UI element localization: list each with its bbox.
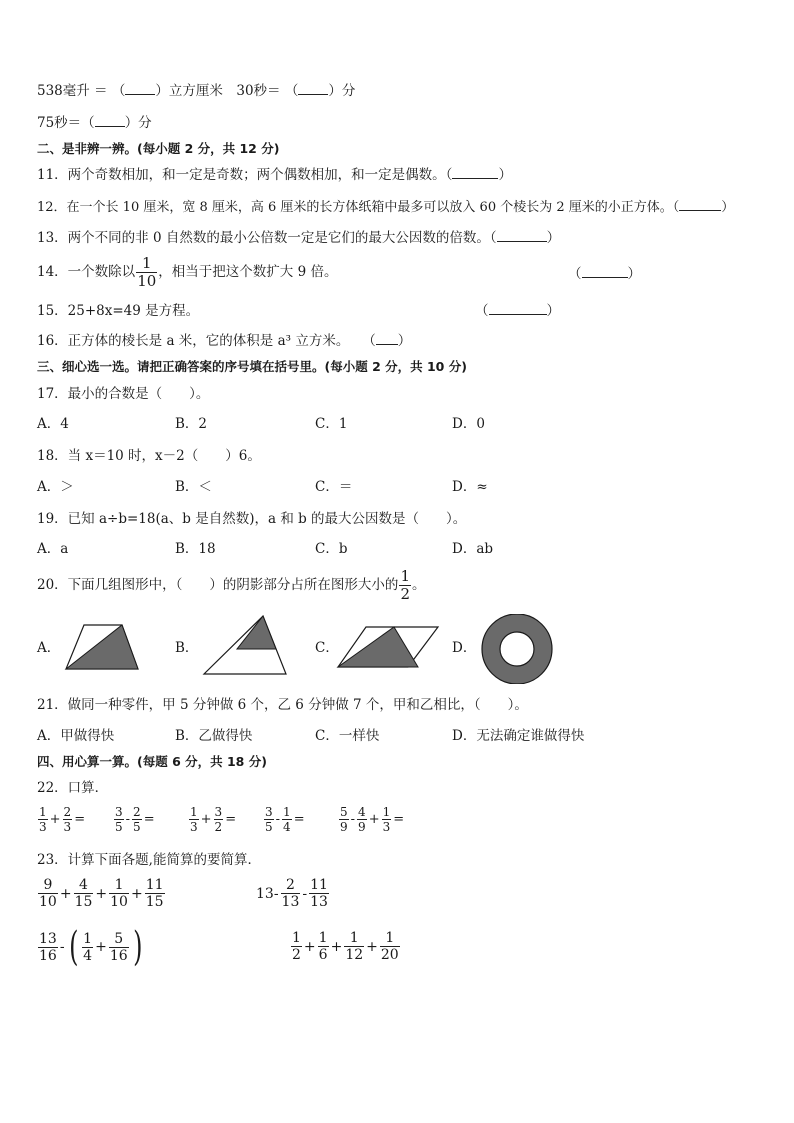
numerator: 4 xyxy=(79,877,88,893)
text: （ xyxy=(362,333,376,349)
numerator: 1 xyxy=(39,805,47,819)
answer-blank[interactable] xyxy=(376,332,398,345)
answer-blank[interactable] xyxy=(125,82,155,95)
figure-triangle-shaded xyxy=(202,614,288,676)
text: 12．在一个长 10 厘米，宽 8 厘米，高 6 厘米的长方体纸箱中最多可以放入 60 个棱长为 2 厘米的小正方体。（ xyxy=(37,200,680,215)
denominator: 10 xyxy=(137,271,157,290)
numerator: 1 xyxy=(385,930,395,946)
q18-option-d[interactable]: D．≈ xyxy=(452,479,488,495)
operator: + xyxy=(130,885,143,902)
equals-sign: = xyxy=(225,812,237,827)
denominator: 9 xyxy=(358,820,366,834)
q21-option-b[interactable]: B．乙做得快 xyxy=(175,728,253,744)
numerator: 11 xyxy=(145,877,164,893)
question-12 xyxy=(37,198,734,217)
denominator: 5 xyxy=(133,820,141,834)
fraction xyxy=(281,878,301,909)
q20-option-d[interactable]: D． xyxy=(452,640,477,656)
q19-option-a[interactable]: A．a xyxy=(37,541,69,557)
q19-option-d[interactable]: D．ab xyxy=(452,541,494,557)
fraction xyxy=(264,806,274,833)
denominator: 3 xyxy=(382,820,391,834)
fraction xyxy=(38,806,48,833)
numerator: 1 xyxy=(318,930,328,946)
fraction xyxy=(357,806,367,833)
operator: + xyxy=(200,812,212,827)
calc-expression-2 xyxy=(255,878,330,909)
q21-option-d[interactable]: D．无法确定谁做得快 xyxy=(452,728,585,744)
fraction xyxy=(282,806,292,833)
q19-option-c[interactable]: C．b xyxy=(315,541,348,557)
answer-blank[interactable] xyxy=(452,166,498,179)
section-heading-2: 二、是非辨一辨。(每小题 2 分，共 12 分) xyxy=(37,141,280,156)
text: （ xyxy=(568,266,582,282)
text: （ xyxy=(475,303,489,319)
calc-expression-3 xyxy=(37,924,145,970)
equals-sign: = xyxy=(293,812,305,827)
text: ） xyxy=(546,303,560,319)
numerator: 3 xyxy=(115,805,123,819)
q17-option-c[interactable]: C．1 xyxy=(315,416,348,432)
denominator: 4 xyxy=(283,820,291,834)
denominator: 5 xyxy=(115,820,123,834)
q21-option-c[interactable]: C．一样快 xyxy=(315,728,380,744)
question-13 xyxy=(37,229,560,247)
left-paren: ( xyxy=(68,924,79,970)
section-heading-4: 四、用心算一算。(每题 6 分，共 18 分) xyxy=(37,754,267,769)
denominator: 9 xyxy=(340,820,348,834)
answer-blank[interactable] xyxy=(95,114,125,127)
leading-number: 13- xyxy=(256,885,279,902)
denominator: 3 xyxy=(190,820,198,834)
fraction xyxy=(38,878,58,909)
numerator: 1 xyxy=(382,805,391,819)
q20-option-a[interactable]: A． xyxy=(37,640,61,656)
numerator: 1 xyxy=(283,805,291,819)
q18-option-b[interactable]: B．＜ xyxy=(175,479,212,495)
numerator: 2 xyxy=(286,877,295,893)
fraction xyxy=(291,931,302,962)
q17-option-d[interactable]: D．0 xyxy=(452,416,485,432)
denominator: 16 xyxy=(109,947,128,964)
numerator: 2 xyxy=(63,805,72,819)
figure-ring-shaded xyxy=(478,614,556,684)
mental-calc-item xyxy=(37,806,86,833)
denominator: 10 xyxy=(110,894,128,910)
text: 16．正方体的棱长是 a 米，它的体积是 a³ 立方米。 xyxy=(37,333,350,349)
denominator: 4 xyxy=(83,947,93,964)
figure-trapezoid-shaded xyxy=(64,622,140,672)
fraction xyxy=(82,932,93,963)
numerator: 3 xyxy=(214,805,223,819)
fraction xyxy=(339,806,349,833)
operator: - xyxy=(275,812,281,827)
fraction xyxy=(132,806,142,833)
mental-calc-item xyxy=(188,806,237,833)
numerator: 13 xyxy=(39,930,57,947)
numerator: 3 xyxy=(265,805,273,819)
q19-option-b[interactable]: B．18 xyxy=(175,541,216,557)
text: ） xyxy=(721,200,735,215)
denominator: 13 xyxy=(310,894,328,910)
denominator: 3 xyxy=(63,820,72,834)
operator: + xyxy=(303,938,316,955)
operator: + xyxy=(49,812,61,827)
answer-blank[interactable] xyxy=(298,82,328,95)
question-22: 22．口算． xyxy=(37,780,109,796)
numerator: 1 xyxy=(114,877,124,893)
operator: - xyxy=(302,885,308,902)
numerator: 9 xyxy=(43,877,53,893)
operator: - xyxy=(125,812,131,827)
operator: + xyxy=(59,885,72,902)
numerator: 2 xyxy=(133,805,141,819)
text: 538毫升 ＝ （ xyxy=(37,83,126,99)
calc-expression-1 xyxy=(37,878,166,909)
fraction xyxy=(38,932,58,963)
fraction xyxy=(399,566,411,603)
question-15: 15．25+8x=49 是方程。 xyxy=(37,303,200,319)
text: ） xyxy=(498,167,512,183)
fraction xyxy=(109,932,129,963)
question-18: 18．当 x＝10 时，x－2（ ）6。 xyxy=(37,448,261,464)
question-14-answer xyxy=(568,265,641,283)
question-unit-conversion-a xyxy=(37,82,355,100)
operator: + xyxy=(330,938,343,955)
denominator: 2 xyxy=(214,820,223,834)
answer-blank[interactable] xyxy=(489,302,547,315)
mental-calc-item xyxy=(113,806,156,833)
operator: + xyxy=(95,885,108,902)
numerator: 5 xyxy=(114,930,124,947)
question-19: 19．已知 a÷b=18(a、b 是自然数)，a 和 b 的最大公因数是（ ）。 xyxy=(37,511,467,527)
fraction xyxy=(318,931,329,962)
q21-option-a[interactable]: A．甲做得快 xyxy=(37,728,115,744)
fraction xyxy=(63,806,73,833)
fraction xyxy=(344,931,364,962)
denominator: 15 xyxy=(74,894,93,910)
answer-blank[interactable] xyxy=(497,229,547,242)
right-paren: ) xyxy=(132,924,143,970)
numerator: 1 xyxy=(400,566,410,585)
operator: + xyxy=(95,939,107,955)
numerator: 1 xyxy=(83,930,93,947)
q20-option-b[interactable]: B． xyxy=(175,640,199,656)
inner-circle xyxy=(500,632,534,666)
text: 75秒＝（ xyxy=(37,115,95,131)
text: ）分 xyxy=(124,115,152,131)
denominator: 20 xyxy=(380,947,399,963)
q17-option-b[interactable]: B．2 xyxy=(175,416,208,432)
numerator: 11 xyxy=(310,877,328,893)
answer-blank[interactable] xyxy=(679,198,721,211)
calc-expression-4 xyxy=(290,931,401,962)
figure-parallelogram-shaded xyxy=(336,624,440,670)
section-heading-3: 三、细心选一选。请把正确答案的序号填在括号里。(每小题 2 分，共 10 分) xyxy=(37,359,467,374)
q18-option-c[interactable]: C．＝ xyxy=(315,479,353,495)
operator: + xyxy=(368,812,380,827)
denominator: 10 xyxy=(39,894,57,910)
question-16 xyxy=(37,332,411,350)
fraction xyxy=(382,806,392,833)
question-unit-conversion-b xyxy=(37,114,152,132)
operator: - xyxy=(59,939,65,955)
fraction xyxy=(109,878,129,909)
denominator: 13 xyxy=(281,894,300,910)
question-17: 17．最小的合数是（ ）。 xyxy=(37,386,210,402)
operator: - xyxy=(350,812,356,827)
equals-sign: = xyxy=(393,812,405,827)
question-20 xyxy=(37,566,426,603)
text: 14．一个数除以 xyxy=(37,264,136,280)
text: ） xyxy=(627,266,641,282)
text: 13．两个不同的非 0 自然数的最小公倍数一定是它们的最大公因数的倍数。（ xyxy=(37,230,497,246)
fraction xyxy=(309,878,329,909)
fraction xyxy=(189,806,199,833)
denominator: 2 xyxy=(400,584,410,603)
numerator: 5 xyxy=(340,805,348,819)
question-15-answer xyxy=(475,302,560,320)
question-14 xyxy=(37,253,338,290)
numerator: 1 xyxy=(190,805,198,819)
fraction xyxy=(214,806,224,833)
q18-option-a[interactable]: A．＞ xyxy=(37,479,74,495)
q20-option-c[interactable]: C． xyxy=(315,640,339,656)
text: ） xyxy=(397,333,412,349)
denominator: 16 xyxy=(39,947,57,964)
fraction xyxy=(380,931,400,962)
question-11 xyxy=(37,166,512,184)
text: 11．两个奇数相加，和一定是奇数；两个偶数相加，和一定是偶数。（ xyxy=(37,167,453,183)
denominator: 15 xyxy=(145,894,164,910)
equals-sign: = xyxy=(74,812,86,827)
text: ）分 xyxy=(328,83,356,99)
equals-sign: = xyxy=(143,812,155,827)
fraction xyxy=(114,806,124,833)
denominator: 12 xyxy=(345,947,364,963)
answer-blank[interactable] xyxy=(582,265,628,278)
denominator: 5 xyxy=(265,820,273,834)
numerator: 1 xyxy=(292,930,301,946)
mental-calc-item xyxy=(263,806,306,833)
text: 20．下面几组图形中，（ ）的阴影部分占所在图形大小的 xyxy=(37,577,399,593)
fraction xyxy=(74,878,94,909)
text: 。 xyxy=(411,577,426,593)
q17-option-a[interactable]: A．4 xyxy=(37,416,69,432)
mental-calc-item xyxy=(338,806,405,833)
denominator: 6 xyxy=(318,947,328,963)
numerator: 1 xyxy=(141,253,152,272)
operator: + xyxy=(366,938,378,955)
question-21: 21．做同一种零件，甲 5 分钟做 6 个，乙 6 分钟做 7 个，甲和乙相比，（ ）。 xyxy=(37,697,528,713)
text: ） xyxy=(546,230,561,246)
denominator: 3 xyxy=(39,820,47,834)
text: ）立方厘米 30秒＝ （ xyxy=(155,83,299,99)
numerator: 4 xyxy=(358,805,366,819)
text: ，相当于把这个数扩大 9 倍。 xyxy=(158,264,338,280)
fraction xyxy=(136,253,157,290)
question-23: 23．计算下面各题,能简算的要简算． xyxy=(37,852,261,868)
denominator: 2 xyxy=(292,947,301,963)
numerator: 1 xyxy=(349,930,359,946)
fraction xyxy=(145,878,165,909)
